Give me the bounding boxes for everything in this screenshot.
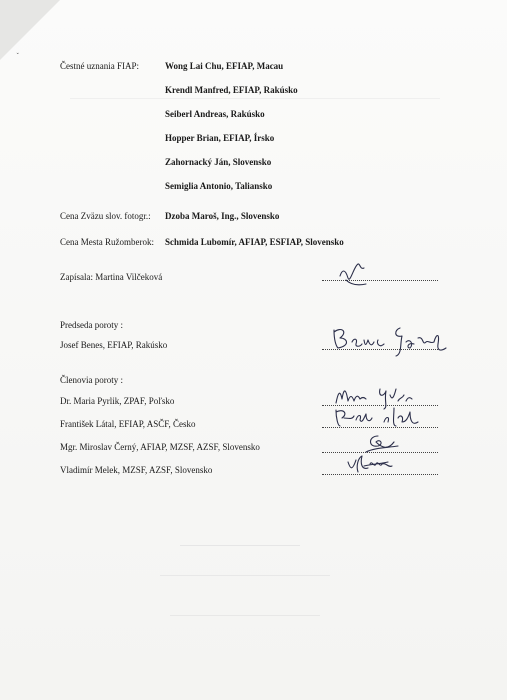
member-signature <box>332 404 432 430</box>
honors-name: Hopper Brian, EFIAP, Írsko <box>165 133 275 143</box>
honors-name: Seiberl Andreas, Rakúsko <box>165 109 265 119</box>
honors-name: Zahornacký Ján, Slovensko <box>165 157 272 167</box>
award-value: Dzoba Maroš, Ing., Slovensko <box>165 211 280 221</box>
corner-mark: ˯ <box>16 44 20 55</box>
member-name: Vladimír Melek, MZSF, AZSF, Slovensko <box>60 465 213 475</box>
honors-name: Wong Lai Chu, EFIAP, Macau <box>165 61 284 71</box>
member-name: Dr. Maria Pyrlik, ZPAF, Poľsko <box>60 396 175 406</box>
member-signature <box>344 452 414 478</box>
recorder-signature <box>336 258 376 288</box>
member-name: Mgr. Miroslav Černý, AFIAP, MZSF, AZSF, Slovensko <box>60 442 260 452</box>
award-value: Schmida Lubomír, AFIAP, ESFIAP, Slovensko <box>165 237 344 247</box>
show-through-shading <box>180 545 300 546</box>
show-through-shading <box>170 615 320 616</box>
member-name: František Látal, EFIAP, ASČF, Česko <box>60 419 196 429</box>
chair-name: Josef Benes, EFIAP, Rakúsko <box>60 340 168 350</box>
chair-heading: Predseda poroty : <box>60 320 123 330</box>
award-label: Cena Mesta Ružomberok: <box>60 237 154 247</box>
honors-label: Čestné uznania FIAP: <box>60 61 139 71</box>
honors-name: Semiglia Antonio, Taliansko <box>165 181 273 191</box>
chair-signature <box>330 322 450 358</box>
members-heading: Členovia poroty : <box>60 375 123 385</box>
honors-name: Krendl Manfred, EFIAP, Rakúsko <box>165 85 298 95</box>
recorder-line: Zapísala: Martina Vilčeková <box>60 272 163 282</box>
folded-corner <box>0 0 60 60</box>
award-label: Cena Zväzu slov. fotogr.: <box>60 211 151 221</box>
show-through-shading <box>160 575 330 576</box>
